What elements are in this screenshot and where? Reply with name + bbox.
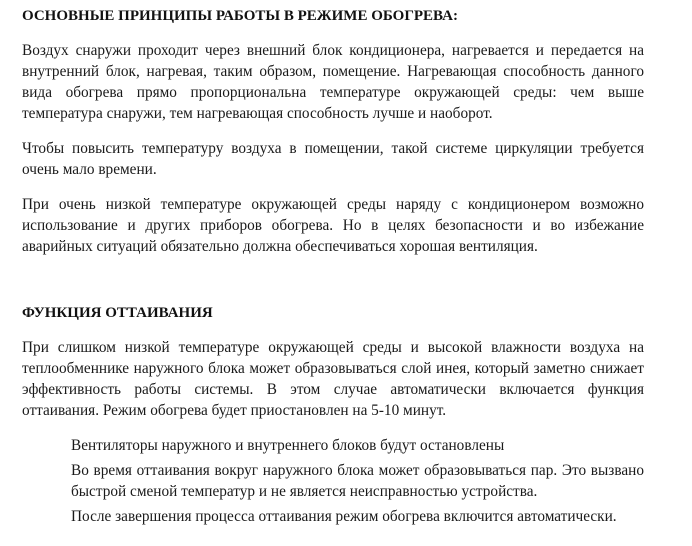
document-page [22,6,644,531]
section-heading-defrost: ФУНКЦИЯ ОТТАИВАНИЯ [22,305,213,321]
defrost-list [22,435,644,527]
paragraph-heating-principle: Воздух снаружи проходит через внешний блок кондиционера, нагревается и передается на внутренний блок, нагревая, таким образом, помещение. Нагревающая способность данного вида обогрева прямо пропорциональна температуре окружающей среды: чем выше температура снаружи, тем нагревающая способность лучше и наоборот. [22,42,644,122]
list-item: После завершения процесса оттаивания режим обогрева включится автоматически. [71,508,617,525]
list-item: Во время оттаивания вокруг наружного блока может образовываться пар. Это вызвано быстрой сменой температур и не является неисправностью устройства. [71,462,644,500]
paragraph-defrost-intro: При слишком низкой температуре окружающей среды и высокой влажности воздуха на теплообменнике наружного блока может образовываться слой инея, который заметно снижает эффективность работы системы. В этом случае автоматически включается функция оттаивания. Режим обогрева будет приостановлен на 5-10 минут. [22,339,644,419]
paragraph-heating-time: Чтобы повысить температуру воздуха в помещении, такой системе циркуляции требуется очень мало времени. [22,140,644,178]
section-heading-heating-principles: ОСНОВНЫЕ ПРИНЦИПЫ РАБОТЫ В РЕЖИМЕ ОБОГРЕВА: [22,8,458,24]
paragraph-heating-safety: При очень низкой температуре окружающей среды наряду с кондиционером возможно использование и других приборов обогрева. Но в целях безопасности и во избежание аварийных ситуаций обязательно должна обеспечиваться хорошая вентиляция. [22,196,644,255]
list-item: Вентиляторы наружного и внутреннего блоков будут остановлены [71,437,505,454]
